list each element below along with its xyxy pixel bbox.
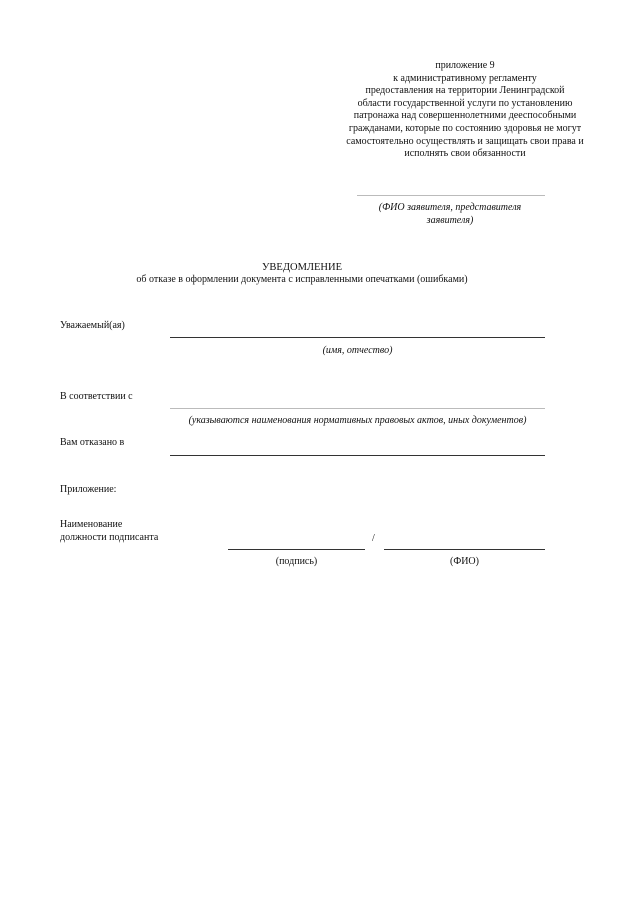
signature-line[interactable] <box>228 549 365 550</box>
accordance-caption: (указываются наименования нормативных правовых актов, иных документов) <box>188 415 527 426</box>
fio-caption: (ФИО) <box>449 556 479 567</box>
refused-line[interactable] <box>170 455 545 456</box>
applicant-line[interactable] <box>357 195 545 196</box>
applicant-caption <box>340 202 560 227</box>
applicant-caption-line-1: (ФИО заявителя, представителя <box>378 202 522 213</box>
refused-label: Вам отказано в <box>60 437 125 448</box>
notice-title: УВЕДОМЛЕНИЕ <box>261 262 343 273</box>
dear-caption: (имя, отчество) <box>322 345 393 356</box>
appendix-line-2: к административному регламенту <box>393 72 537 84</box>
position-label-line-2: должности подписанта <box>60 531 159 543</box>
notice-subtitle: об отказе в оформлении документа с исправленными опечатками (ошибками) <box>136 274 468 285</box>
appendix-line-5: патронажа над совершеннолетними дееспособными <box>353 110 577 122</box>
signature-caption: (подпись) <box>275 556 318 567</box>
dear-label: Уважаемый(ая) <box>60 320 125 331</box>
position-label-line-1: Наименование <box>60 519 123 530</box>
appendix-line-7: самостоятельно осуществлять и защищать свои права и <box>346 135 584 147</box>
attachment-label: Приложение: <box>60 484 117 495</box>
fio-line[interactable] <box>384 549 545 550</box>
accordance-line[interactable] <box>170 408 545 409</box>
position-label <box>60 519 158 544</box>
appendix-line-4: области государственной услуги по установлению <box>357 97 573 109</box>
appendix-line-8: исполнять свои обязанности <box>404 148 526 160</box>
appendix-line-3: предоставления на территории Ленинградской <box>365 85 565 97</box>
appendix-line-1: приложение 9 <box>435 60 495 71</box>
dear-name-line[interactable] <box>170 337 545 338</box>
appendix-line-6: гражданами, которые по состоянию здоровья не могут <box>348 122 582 134</box>
separator-slash: / <box>372 533 375 544</box>
appendix-block <box>330 60 600 161</box>
applicant-caption-line-2: заявителя) <box>426 214 474 226</box>
accordance-label: В соответствии с <box>60 391 133 402</box>
